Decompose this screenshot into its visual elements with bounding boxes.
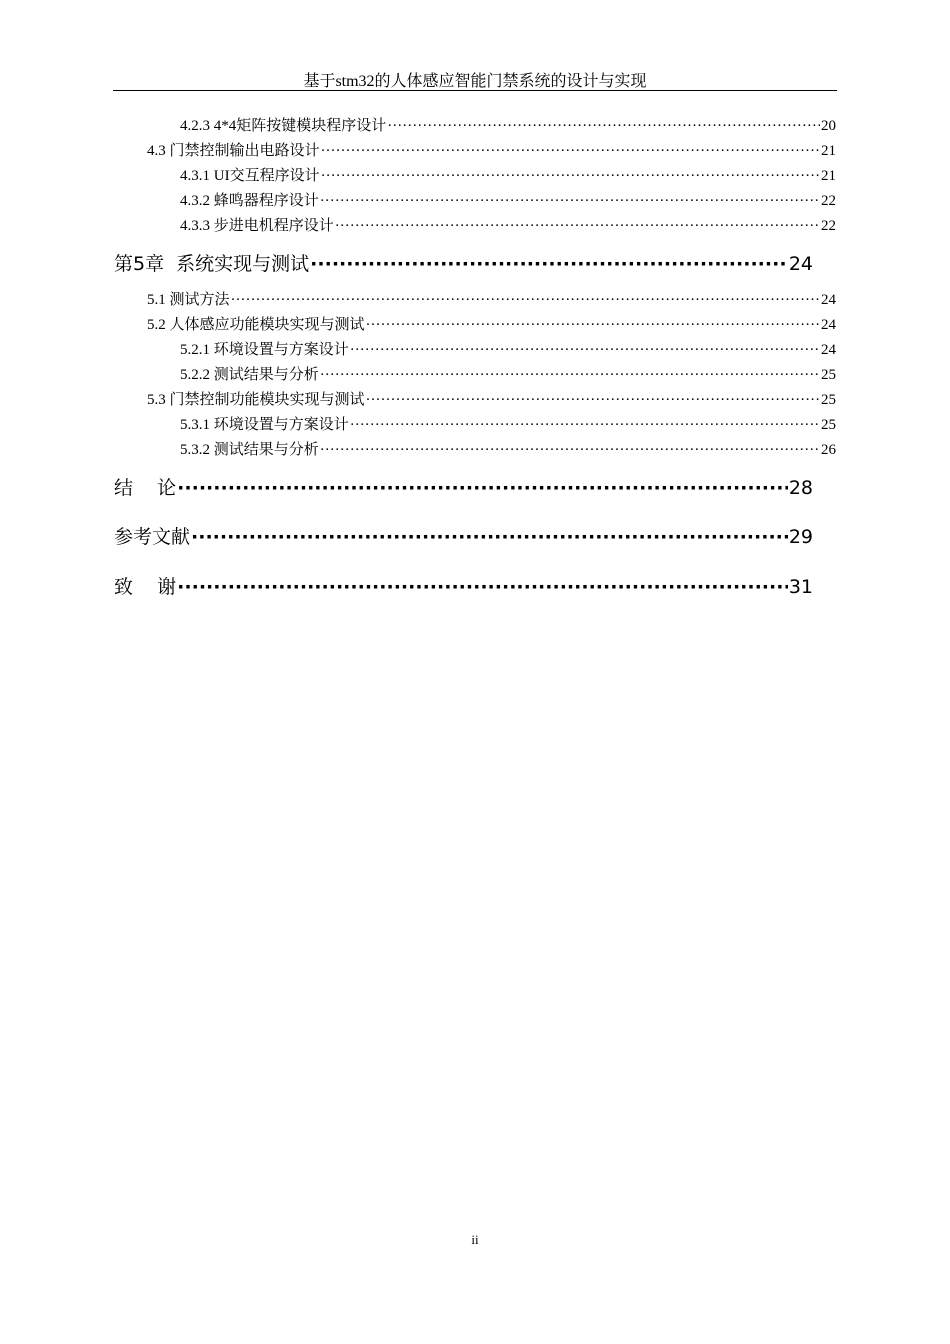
toc-entry-label: 参考文献 [114, 526, 191, 548]
dot-leader [320, 440, 820, 460]
toc-entry[interactable] [114, 574, 813, 600]
toc-entry[interactable] [180, 365, 836, 385]
toc-entry-label: 5.3.1 环境设置与方案设计 [180, 417, 349, 433]
dot-leader [231, 290, 820, 310]
toc-entry-page: 21 [821, 168, 836, 184]
dot-leader [387, 116, 820, 136]
toc-entry-label: 5.3.2 测试结果与分析 [180, 442, 319, 458]
dot-leader [320, 191, 820, 211]
header-rule [113, 90, 837, 91]
toc-entry-page: 20 [821, 118, 836, 134]
toc-entry-page: 22 [821, 218, 836, 234]
dot-leader [335, 216, 820, 236]
toc-entry-label: 致 谢 [114, 576, 177, 598]
toc-entry[interactable] [147, 141, 836, 161]
toc-entry[interactable] [147, 390, 836, 410]
toc-entry-page: 25 [821, 392, 836, 408]
toc-entry[interactable] [180, 116, 836, 136]
toc-entry-page: 24 [821, 342, 836, 358]
dot-leader [310, 251, 788, 277]
toc-entry-page: 24 [788, 253, 813, 275]
toc-entry[interactable] [180, 191, 836, 211]
page-number: ii [471, 1232, 479, 1247]
toc-entry-label: 5.2 人体感应功能模块实现与测试 [147, 317, 365, 333]
toc-entry-label: 4.3 门禁控制输出电路设计 [147, 143, 320, 159]
dot-leader [366, 390, 820, 410]
dot-leader [350, 415, 820, 435]
toc-entry[interactable] [180, 440, 836, 460]
toc-entry[interactable] [180, 216, 836, 236]
toc-entry-label: 5.2.2 测试结果与分析 [180, 367, 319, 383]
toc-entry-page: 25 [821, 417, 836, 433]
toc-entry-page: 28 [788, 477, 813, 499]
toc-entry[interactable] [114, 475, 813, 501]
dot-leader [177, 574, 788, 600]
toc-entry-page: 22 [821, 193, 836, 209]
dot-leader [350, 340, 820, 360]
dot-leader [321, 166, 820, 186]
toc-entry-page: 26 [821, 442, 836, 458]
running-header: 基于stm32的人体感应智能门禁系统的设计与实现 [303, 73, 647, 90]
dot-leader [177, 475, 788, 501]
toc-entry[interactable] [147, 315, 836, 335]
toc-entry-label: 4.3.3 步进电机程序设计 [180, 218, 334, 234]
toc-entry-page: 24 [821, 317, 836, 333]
toc-entry[interactable] [114, 524, 813, 550]
dot-leader [191, 524, 788, 550]
toc-entry-label: 4.3.2 蜂鸣器程序设计 [180, 193, 319, 209]
toc-entry-label: 5.3 门禁控制功能模块实现与测试 [147, 392, 365, 408]
toc-entry[interactable] [180, 166, 836, 186]
toc-entry-page: 29 [788, 526, 813, 548]
toc-entry-page: 31 [788, 576, 813, 598]
dot-leader [320, 365, 820, 385]
toc-entry[interactable] [114, 251, 813, 277]
toc-entry-label: 4.3.1 UI交互程序设计 [180, 168, 320, 184]
toc-entry-label: 第5章 系统实现与测试 [114, 253, 310, 275]
toc-entry-page: 25 [821, 367, 836, 383]
toc-entry-label: 4.2.3 4*4矩阵按键模块程序设计 [180, 118, 387, 134]
toc-entry-page: 21 [821, 143, 836, 159]
toc-entry[interactable] [180, 340, 836, 360]
toc-entry-label: 结 论 [114, 477, 177, 499]
dot-leader [366, 315, 820, 335]
toc-entry[interactable] [180, 415, 836, 435]
dot-leader [321, 141, 820, 161]
toc-entry[interactable] [147, 290, 836, 310]
toc-entry-label: 5.1 测试方法 [147, 292, 230, 308]
toc-entry-label: 5.2.1 环境设置与方案设计 [180, 342, 349, 358]
toc-entry-page: 24 [821, 292, 836, 308]
